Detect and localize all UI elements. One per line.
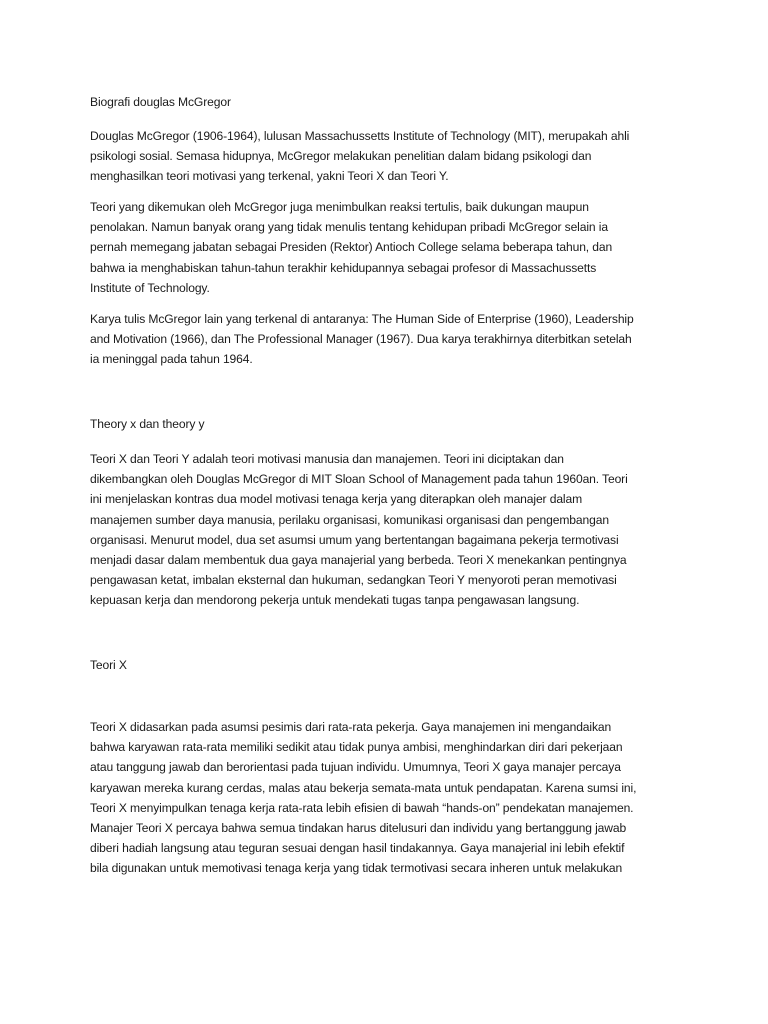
text-line: menghasilkan teori motivasi yang terkenal, yakni Teori X dan Teori Y.	[90, 169, 449, 184]
paragraph-bio-works	[90, 309, 634, 370]
text-line: atau tanggung jawab dan berorientasi pada tujuan individu. Umumnya, Teori X gaya manajer percaya	[90, 760, 621, 775]
text-line: pengawasan ketat, imbalan eksternal dan hukuman, sedangkan Teori Y menyoroti peran memotivasi	[90, 573, 617, 588]
text-line: Douglas McGregor (1906-1964), lulusan Massachussetts Institute of Technology (MIT), merupakah ahli	[90, 129, 630, 143]
text-line: bila digunakan untuk memotivasi tenaga kerja yang tidak termotivasi secara inheren untuk melakukan	[90, 861, 623, 876]
paragraph-teori-x	[90, 717, 636, 879]
text-line: bahwa karyawan rata-rata memiliki sedikit atau tidak punya ambisi, menghindarkan diri dari pekerjaan	[90, 740, 623, 755]
text-line: Institute of Technology.	[90, 280, 210, 295]
text-line: dikembangkan oleh Douglas McGregor di MIT Sloan School of Management pada tahun 1960an. Teori	[90, 472, 628, 487]
text-line: ia meninggal pada tahun 1964.	[90, 352, 253, 367]
text-line: ini menjelaskan kontras dua model motivasi tenaga kerja yang diterapkan oleh manajer dalam	[90, 492, 583, 507]
paragraph-bio-reaction	[90, 197, 612, 298]
text-line: Teori X dan Teori Y adalah teori motivasi manusia dan manajemen. Teori ini diciptakan dan	[90, 452, 564, 466]
heading-theory-x-y: Theory x dan theory y	[90, 417, 205, 431]
text-line: kepuasan kerja dan mendorong pekerja untuk mendekati tugas tanpa pengawasan langsung.	[90, 593, 580, 608]
text-line: Manajer Teori X percaya bahwa semua tindakan harus ditelusuri dan individu yang bertanggung jawab	[90, 821, 627, 836]
heading-biography: Biografi douglas McGregor	[90, 95, 231, 109]
text-line: manajemen sumber daya manusia, perilaku organisasi, komunikasi organisasi dan pengembangan	[90, 512, 609, 527]
text-line: organisasi. Menurut model, dua set asumsi umum yang bertentangan bagaimana pekerja termotivasi	[90, 532, 619, 547]
text-line: psikologi sosial. Semasa hidupnya, McGregor melakukan penelitian dalam bidang psikologi dan	[90, 149, 592, 164]
paragraph-bio-intro	[90, 126, 629, 187]
text-line: menjadi dasar dalam membentuk dua gaya manajerial yang berbeda. Teori X menekankan pentingnya	[90, 553, 627, 568]
text-line: and Motivation (1966), dan The Professional Manager (1967). Dua karya terakhirnya diterbitkan setelah	[90, 332, 632, 347]
text-line: Karya tulis McGregor lain yang terkenal di antaranya: The Human Side of Enterprise (1960), Leadership	[90, 312, 634, 326]
text-line: Teori X didasarkan pada asumsi pesimis dari rata-rata pekerja. Gaya manajemen ini mengandaikan	[90, 720, 612, 734]
text-line: pernah memegang jabatan sebagai Presiden (Rektor) Antioch College selama beberapa tahun, dan	[90, 240, 613, 255]
text-line: Teori yang dikemukan oleh McGregor juga menimbulkan reaksi tertulis, baik dukungan maupun	[90, 200, 589, 214]
text-line: Teori X menyimpulkan tenaga kerja rata-rata lebih efisien di bawah “hands-on” pendekatan manajemen.	[90, 800, 634, 815]
text-line: penolakan. Namun banyak orang yang tidak menulis tentang kehidupan pribadi McGregor selain ia	[90, 220, 608, 235]
paragraph-theory-intro	[90, 449, 628, 611]
text-line: diberi hadiah langsung atau teguran sesuai dengan hasil tindakannya. Gaya manajerial ini lebih efektif	[90, 841, 625, 856]
text-line: karyawan mereka kurang cerdas, malas atau bekerja semata-mata untuk pendapatan. Karena sumsi ini,	[90, 780, 637, 795]
text-line: bahwa ia menghabiskan tahun-tahun terakhir kehidupannya sebagai profesor di Massachussetts	[90, 260, 597, 275]
heading-teori-x: Teori X	[90, 658, 127, 672]
